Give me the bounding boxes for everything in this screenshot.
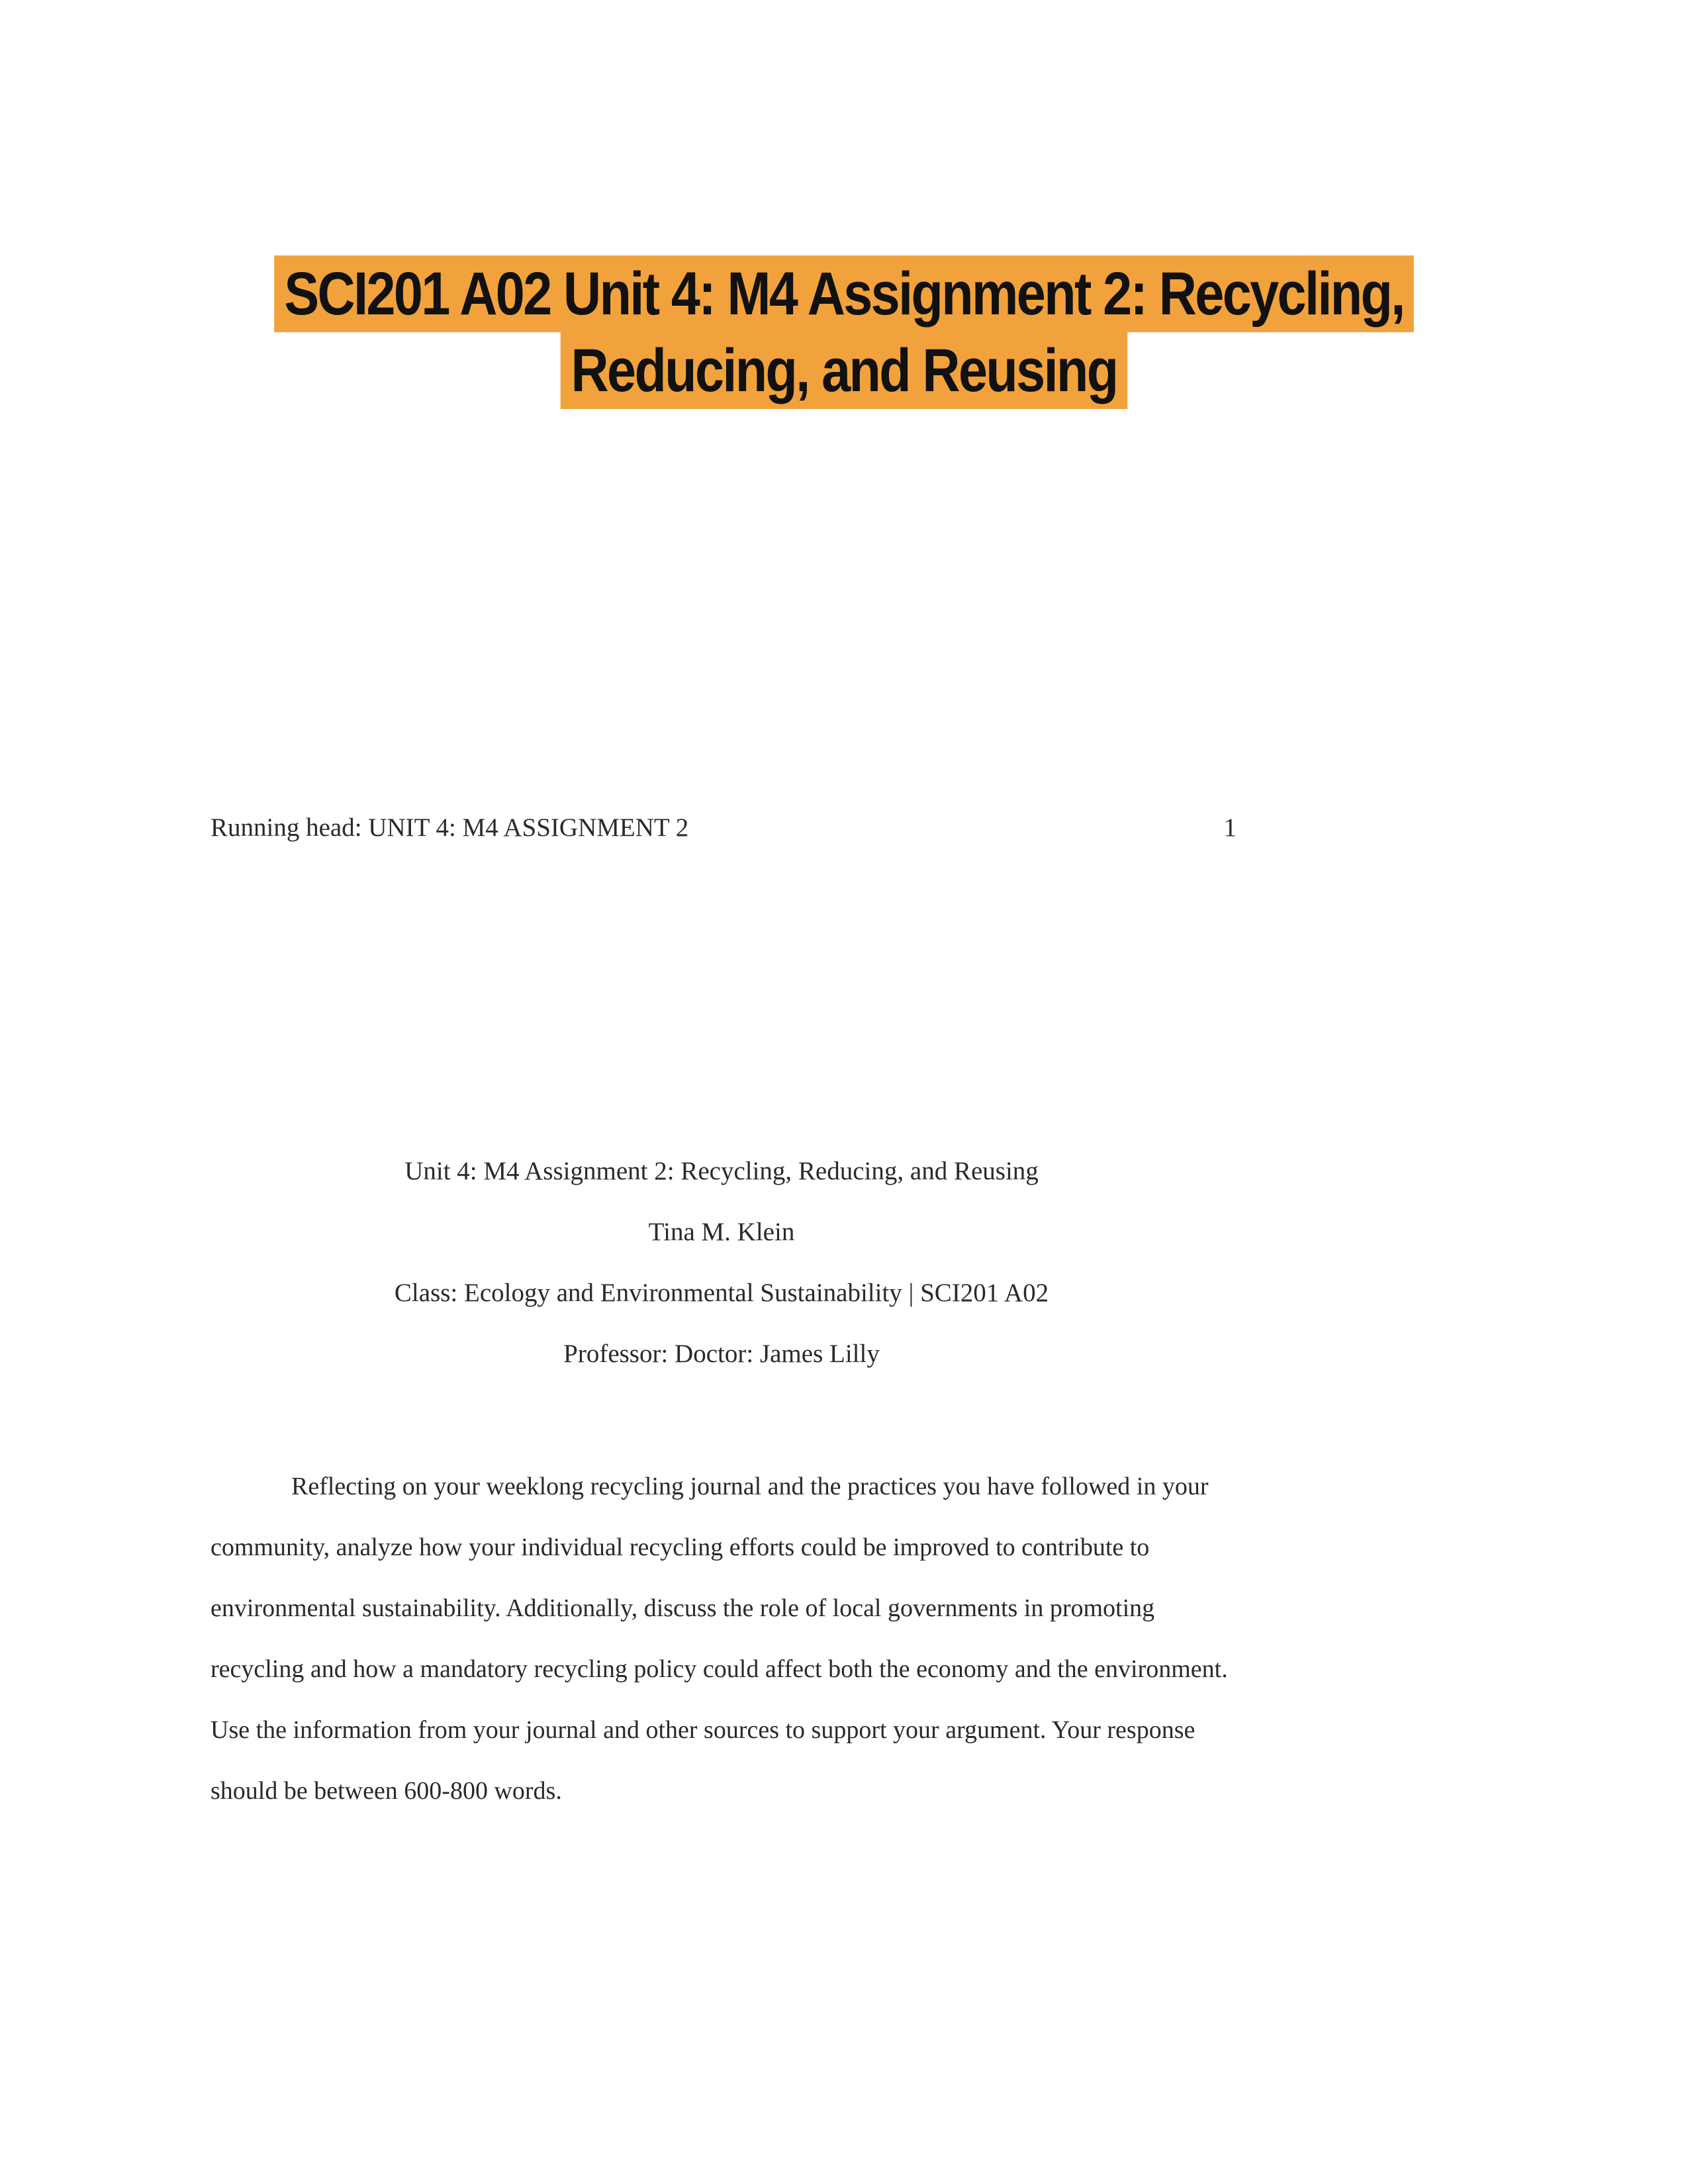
page-number: 1: [1223, 813, 1237, 842]
professor-name: Professor: Doctor: James Lilly: [563, 1340, 880, 1368]
banner-title-line-1: SCI201 A02 Unit 4: M4 Assignment 2: Recycling,: [274, 255, 1414, 332]
author-name: Tina M. Klein: [648, 1218, 795, 1246]
title-page-block: [211, 1152, 1233, 1395]
running-head: [211, 813, 1237, 846]
running-head-text: Running head: UNIT 4: M4 ASSIGNMENT 2: [211, 813, 689, 842]
assignment-prompt-paragraph: Reflecting on your weeklong recycling journal and the practices you have followed in your community, analyze how your individual recycling efforts could be improved to contribute to environmental sustainability. Additionally, discuss the role of local governments in promoting recycling and how a mandatory recycling policy could affect both the economy and the environment. Use the information from your journal and other sources to support your argument. Your response should be between 600-800 words.: [211, 1473, 1228, 1805]
document-banner-title: [118, 255, 1570, 409]
paper-title: Unit 4: M4 Assignment 2: Recycling, Reducing, and Reusing: [404, 1157, 1039, 1185]
class-name: Class: Ecology and Environmental Sustainability | SCI201 A02: [394, 1279, 1049, 1307]
banner-title-line-2: Reducing, and Reusing: [561, 332, 1127, 409]
